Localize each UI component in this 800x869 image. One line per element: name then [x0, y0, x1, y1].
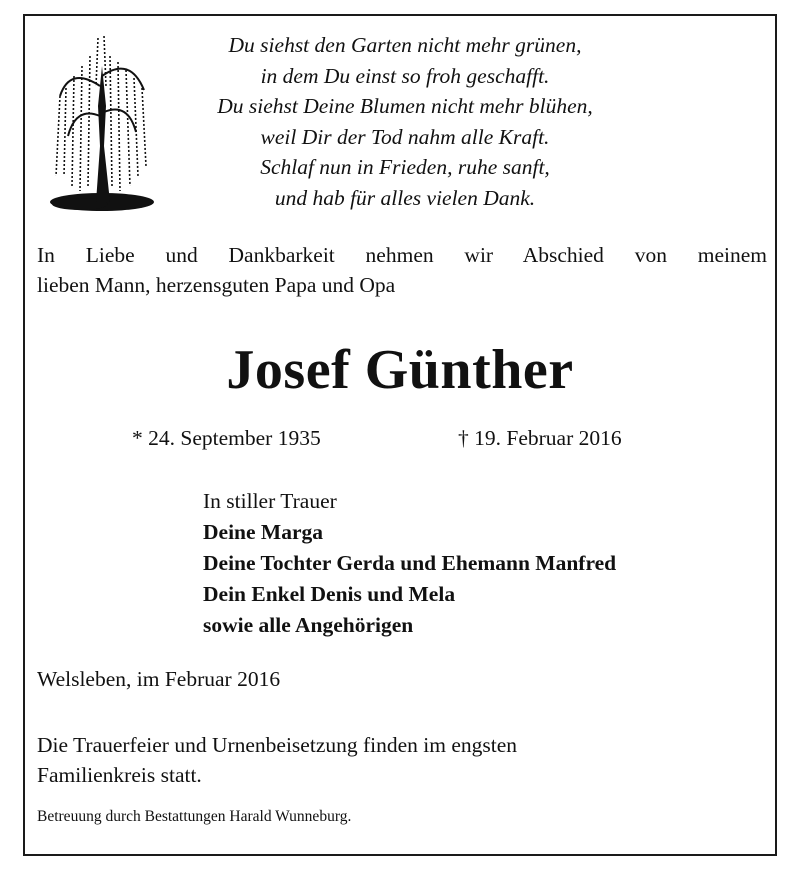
- notice-line: Familienkreis statt.: [37, 763, 202, 787]
- poem-line: Schlaf nun in Frieden, ruhe sanft,: [260, 155, 550, 179]
- mourners-block: [203, 486, 616, 641]
- place-date: Welsleben, im Februar 2016: [37, 667, 281, 691]
- mourner-name: Dein Enkel Denis und Mela: [203, 582, 456, 606]
- funeral-notice: [37, 730, 737, 790]
- poem-line: Du siehst den Garten nicht mehr grünen,: [228, 33, 582, 57]
- funeral-home-credit: Betreuung durch Bestattungen Harald Wunneburg.: [37, 808, 352, 825]
- poem-line: in dem Du einst so froh geschafft.: [260, 63, 550, 88]
- poem-line: weil Dir der Tod nahm alle Kraft.: [260, 124, 550, 149]
- mourners-intro: In stiller Trauer: [203, 489, 337, 513]
- notice-line: Die Trauerfeier und Urnenbeisetzung finden im engsten: [37, 733, 518, 757]
- intro-line: lieben Mann, herzensguten Papa und Opa: [37, 273, 396, 297]
- birth-date: * 24. September 1935: [132, 426, 321, 450]
- mourner-name: Deine Marga: [203, 520, 324, 544]
- deceased-name: Josef Günther: [226, 339, 574, 401]
- death-date: † 19. Februar 2016: [458, 426, 622, 450]
- poem-line: und hab für alles vielen Dank.: [274, 185, 536, 210]
- intro-text: [37, 240, 767, 300]
- mourner-name: Deine Tochter Gerda und Ehemann Manfred: [203, 551, 617, 575]
- weeping-willow-icon: [40, 26, 160, 216]
- poem: [150, 30, 660, 213]
- mourner-name: sowie alle Angehörigen: [203, 613, 414, 637]
- poem-line: Du siehst Deine Blumen nicht mehr blühen,: [217, 94, 593, 118]
- intro-line: In Liebe und Dankbarkeit nehmen wir Abschied von meinem: [37, 243, 767, 267]
